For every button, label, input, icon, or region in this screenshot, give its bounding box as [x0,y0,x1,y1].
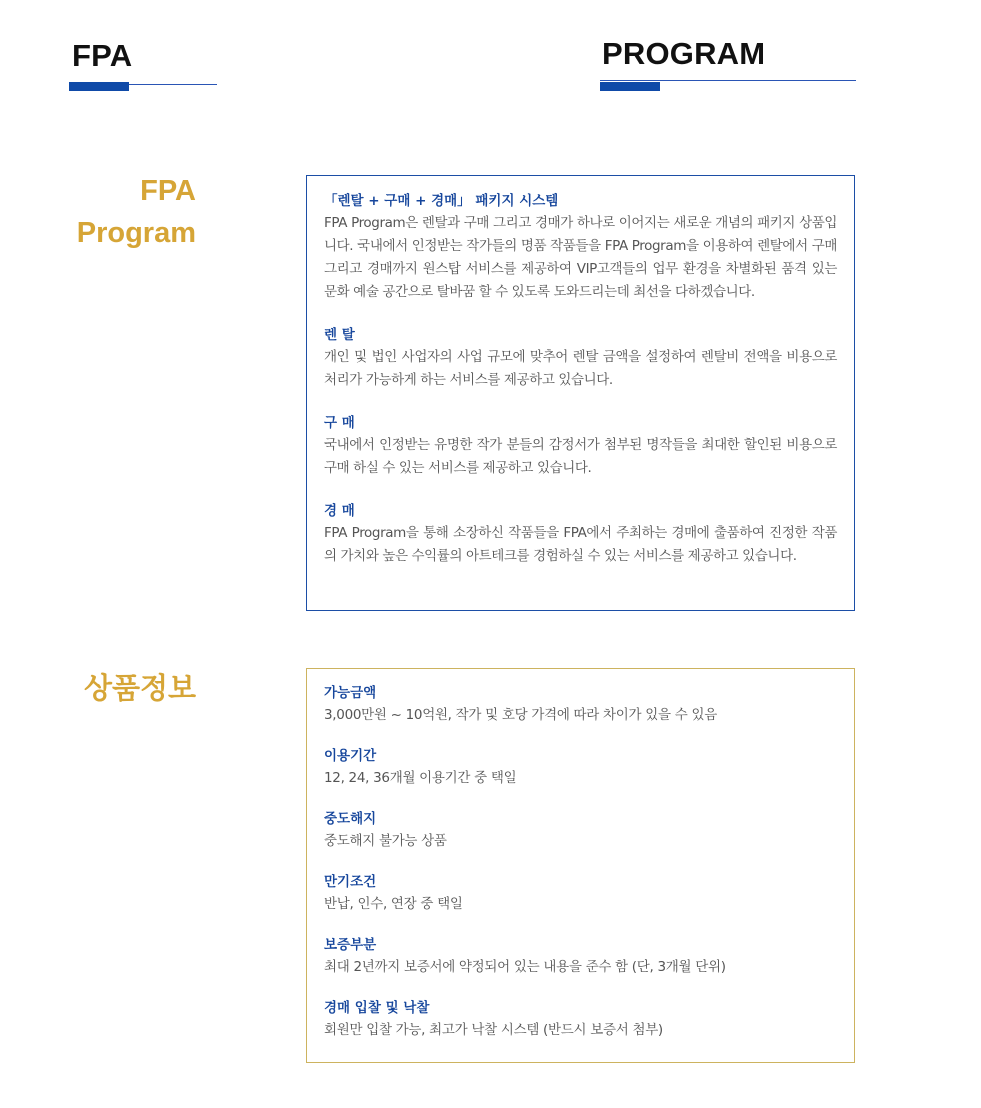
info-body: 회원만 입찰 가능, 최고가 낙찰 시스템 (반드시 보증서 첨부) [324,1022,663,1038]
section-title: 경 매 [324,503,355,519]
fpa-section-package [324,190,837,304]
info-title: 경매 입찰 및 낙찰 [324,1000,430,1016]
info-title: 중도해지 [324,811,377,827]
info-body: 중도해지 불가능 상품 [324,833,447,849]
section-body: FPA Program은 렌탈과 구매 그리고 경매가 하나로 이어지는 새로운 개념의 패키지 상품입니다. 국내에서 인정받는 작가들의 명품 작품들을 FPA Program을 이용하여 렌탈에서 구매 그리고 경매까지 원스탑 서비스를 제공하여 VIP고객들의 업무 환경을 차별화된 품격 있는 문화 예술 공간으로 탈바꿈 할 수 있도록 도와드리는데 최선을 다하겠습니다. [324,215,837,300]
section-body: FPA Program을 통해 소장하신 작품들을 FPA에서 주최하는 경매에 출품하여 진정한 작품의 가치와 높은 수익률의 아트테크를 경험하실 수 있는 서비스를 제공하고 있습니다. [324,525,837,564]
info-item-amount [324,682,837,726]
info-title: 만기조건 [324,874,377,890]
info-item-cancellation [324,808,837,852]
info-body: 3,000만원 ~ 10억원, 작가 및 호당 가격에 따라 차이가 있을 수 있음 [324,707,717,723]
product-info-side-label: 상품정보 [83,673,196,705]
header-left-bar [69,82,129,91]
info-title: 보증부분 [324,937,377,953]
fpa-section-auction [324,500,837,568]
info-item-guarantee [324,934,837,978]
section-title: 구 매 [324,415,355,431]
info-item-auction-bidding [324,997,837,1041]
product-info-box [306,668,855,1063]
header-left-title: FPA [72,38,133,73]
section-title: 렌 탈 [324,327,355,343]
header-right-title: PROGRAM [602,36,766,71]
info-body: 반납, 인수, 연장 중 택일 [324,896,463,912]
info-item-period [324,745,837,789]
fpa-section-rental [324,324,837,392]
section-body: 국내에서 인정받는 유명한 작가 분들의 감정서가 첨부된 명작들을 최대한 할인된 비용으로 구매 하실 수 있는 서비스를 제공하고 있습니다. [324,437,837,476]
side-label-line1: FPA [140,175,196,207]
section-title: 「렌탈 + 구매 + 경매」 패키지 시스템 [324,193,559,209]
header-right-line [600,80,856,81]
section-body: 개인 및 법인 사업자의 사업 규모에 맞추어 렌탈 금액을 설정하여 렌탈비 전액을 비용으로 처리가 가능하게 하는 서비스를 제공하고 있습니다. [324,349,837,388]
info-title: 이용기간 [324,748,377,764]
fpa-program-box [306,175,855,611]
side-label-line2: Program [76,217,196,249]
info-body: 최대 2년까지 보증서에 약정되어 있는 내용을 준수 함 (단, 3개월 단위) [324,959,726,975]
info-title: 가능금액 [324,685,377,701]
fpa-program-side-label [40,170,196,254]
info-body: 12, 24, 36개월 이용기간 중 택일 [324,770,517,786]
header-right-bar [600,82,660,91]
info-item-maturity [324,871,837,915]
fpa-section-purchase [324,412,837,480]
